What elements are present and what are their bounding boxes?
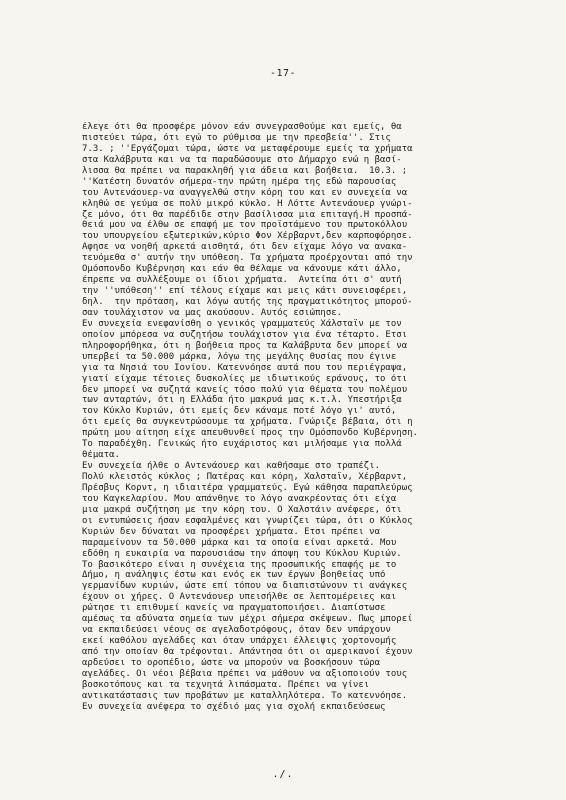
text-line: ότι εμείς θα συγκεντρώσουμε τα χρήματα. Γνώριζε βέβαια, ότι η bbox=[82, 417, 413, 428]
text-line: από την οποίαν θα τρέφονται. Απάντησα ότι οι αμερικανοί έχουν bbox=[82, 647, 413, 657]
text-line: αρδεύσει το οροπέδιο, ώστε να μπορούν να βοσκήσουν τώρα bbox=[82, 657, 381, 668]
text-line: αμέσως τα αδύνατα σημεία των μέχρι σήμερα σκέψεων. Πως μπορεί bbox=[82, 614, 413, 625]
page-number: -17- bbox=[269, 68, 297, 79]
text-line: θειά μου να έλθω σε επαφή με τον προϊστάμενο του πρωτοκόλλου bbox=[82, 220, 408, 231]
text-line: στα Καλάβρυτα και να τα παραδώσουμε στο Δήμαρχο ενώ η βασί- bbox=[82, 154, 402, 165]
body-text bbox=[82, 122, 552, 713]
text-line: λισσα θα πρέπει να παρακληθή για άδεια και βοήθεια. 10.3. ; bbox=[82, 165, 408, 176]
text-line: πιστεύει τώρα, ότι εγώ το ρύθμισα με την πρεσβεία''. Στις bbox=[82, 132, 391, 143]
text-line: των ανταρτών, ότι η Ελλάδα ήτο μακρυά μας κ.τ.λ. Υπεστήριξα bbox=[82, 395, 402, 406]
text-line: αντικατάστασις των προβάτων με καταλληλότερα. Το κατεννόησε. bbox=[82, 690, 408, 701]
text-line: Πρέσβυς Κορντ, η ιδιαιτέρα γραμματεύς. Εγώ κάθησα παραπλεύρως bbox=[82, 482, 413, 493]
text-line: Πολύ κλειστός κύκλος ; Πατέρας και κόρη, Χαλσταϊν, Χέρβαρντ, bbox=[82, 472, 408, 482]
continuation-mark: ./. bbox=[272, 769, 294, 780]
text-line: γιατί είχαμε τέτοιες δυσκολίες με ιδιωτικούς εράνους, το ότι bbox=[82, 373, 408, 384]
text-line: ρώτησε τι επιθυμεί κανείς να πραγματοποιήσει. Διαπίστωσε bbox=[82, 603, 386, 614]
text-line: Το παραδέχθη. Γενικώς ήτο ευχάριστος και μιλήσαμε για πολλά bbox=[82, 439, 402, 450]
text-line: πληροφορήθηκα, ότι η βοήθεια προς τα Καλάβρυτα δεν μπορεί να bbox=[82, 340, 408, 351]
text-line: οποίον μπόρεσα να συζητήσω τουλάχιστον για ένα τέταρτο. Ετσι bbox=[82, 329, 408, 340]
text-line: Εν συνεχεία ήλθε ο Αντενάουερ και καθήσαμε στο τραπέζι. bbox=[82, 461, 381, 472]
text-line: του Αντενάουερ-να αναγγελθώ στην κόρη του και εν συνεχεία να bbox=[82, 187, 408, 198]
text-line: οι εντυπώσεις ήσαν εσφαλμένες και γνωρίζει τώρα, ότι ο Κύκλος bbox=[82, 515, 413, 526]
text-line: την ''υπόθεση'' επί τέλους είχαμε και μεις κάτι συνεισφέρει, bbox=[82, 286, 408, 297]
text-line: αγελάδες. Οι νέοι βέβαια πρέπει να μάθουν να αξιοποιούν τους bbox=[82, 668, 408, 679]
text-line: Δήμο, η ανάληψις έστω και ενός εκ των έργων βοηθείας υπό bbox=[82, 570, 386, 581]
text-line: Ομόσπονδο Κυβέρνηση και εάν θα θέλαμε να κάνουμε κάτι άλλο, bbox=[82, 264, 402, 275]
text-line: βοσκοτόπους και τα τεχνητά λιπάσματα. Πρέπει να γίνει bbox=[82, 679, 370, 690]
text-line: για τα Νησιά του Ιονίου. Κατεννόησε αυτά που του περιέγραψα, bbox=[82, 362, 408, 373]
text-line: εκεί καθόλου αγελάδες και όταν υπάρχει έλλειψις χορτονομής bbox=[82, 636, 397, 647]
text-line: τευόμεθα σ' αυτήν την υπόθεση. Τα χρήματα προέρχονται από την bbox=[82, 253, 413, 264]
text-line: παραμείνουν τα 50.000 μάρκα και τα οποία είναι αρκετά. Μου bbox=[82, 537, 397, 548]
text-line: Κυριών δεν δύναται να προσφέρει χρήματα. Ετσι πρέπει να bbox=[82, 526, 381, 537]
text-line: του Καγκελαρίου. Μου απάνθηνε το λόγο ανακρέοντας ότι είχα bbox=[82, 493, 397, 504]
text-line: ''Κατέστη δυνατόν σήμερα-την πρώτη ημέρα της εδώ παρουσίας bbox=[82, 176, 397, 187]
text-line: πρώτη μου αίτηση είχε απευθυνθεί προς την Ομόσπονδο Κυβέρνηση. bbox=[82, 428, 418, 439]
text-line: του υπουργείου εξωτερικών,κύριο Φον Χέρβαρντ,δεν καρποφόρησε. bbox=[82, 231, 413, 242]
text-line: ζε μόνο, ότι θα παρέδιδε στην βασίλισσα μια επιταγή.Η προσπά- bbox=[82, 209, 413, 220]
text-line: έλεγε ότι θα προσφέρε μόνον εάν συνεγρασθούμε και εμείς, θα bbox=[82, 122, 402, 132]
text-line: Εν συνεχεία ανέφερα το σχέδιό μας για σχολή εκπαιδεύσεως bbox=[82, 701, 386, 712]
text-line: δηλ. την πρόταση, και λόγω αυτής της πραγματικότητος μπορού- bbox=[82, 297, 413, 307]
text-line: έχουν οι χήρες. Ο Αντενάουερ υπεισήλθε σε λεπτομέρειες και bbox=[82, 592, 397, 603]
text-line: κληθώ σε γεύμα σε πολύ μικρό κύκλο. Η Λόττε Αντενάουερ γνώρι- bbox=[82, 198, 413, 209]
text-line: Αφησε να νοηθή αρκετά αισθητά, ότι δεν είχαμε λόγο να ανακα- bbox=[82, 242, 408, 253]
text-line: να εκπαιδεύσει νέους σε αγελαδοτρόφους, όταν δεν υπάρχουν bbox=[82, 625, 391, 636]
text-line: μια μακρά συζήτηση με την κόρη του. Ο Χαλστάιν ανέφερε, ότι bbox=[82, 504, 402, 515]
text-line: σαν τουλάχιστον να μας ακούσουν. Αυτός εσιώπησε. bbox=[82, 307, 343, 318]
text-line: τον Κύκλο Κυριών, ότι εμείς δεν κάναμε ποτέ λόγο γι' αυτό, bbox=[82, 406, 397, 417]
text-line: δεν μπορεί να συζητά κανείς τόσο πολύ για θέματα του πολέμου bbox=[82, 384, 408, 395]
text-line: Το βασικότερο είναι η συνέχεια της προσωπικής επαφής με το bbox=[82, 559, 397, 570]
text-line: Εν συνεχεία ενεφανίσθη ο γενικός γραμματεύς Χάλσταϊν με τον bbox=[82, 318, 402, 329]
text-line: θέματα. bbox=[82, 450, 120, 461]
text-line: υπερβεί τα 50.000 μάρκα, λόγω της μεγάλης θυσίας που έγινε bbox=[82, 351, 397, 362]
text-line: γερμανίδων κυριών, ώστε επί τόπου να διαπιστώνουν τι ανάγκες bbox=[82, 581, 408, 592]
text-line: 7.3. ; ''Εργάζομαι τώρα, ώστε να μεταφέρουμε εμείς τα χρήματα bbox=[82, 143, 413, 154]
text-line: εδόθη η ευκαιρία να παρουσιάσω την άποψη του Κύκλου Κυριών. bbox=[82, 548, 402, 559]
text-line: έπρεπε να συλλέξουμε οι ίδιοι χρήματα. Αντείπα ότι σ' αυτή bbox=[82, 275, 402, 286]
